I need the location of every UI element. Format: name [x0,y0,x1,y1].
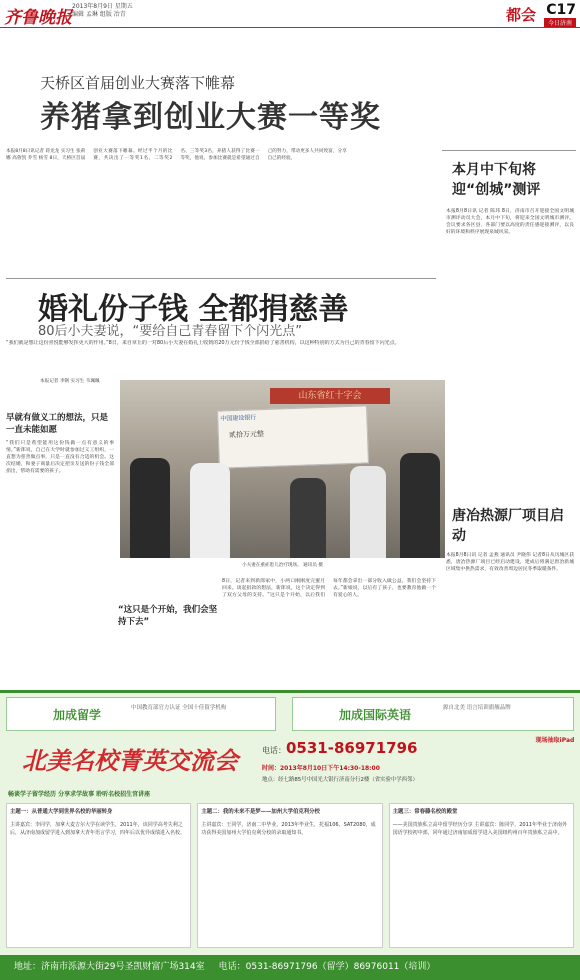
date-text: 2013年8月9日 星期五 [72,3,133,10]
article2-title: 婚礼份子钱 全都捐慈善 [38,292,349,327]
ad-right-box [292,697,574,731]
article1-title: 养猪拿到创业大赛一等奖 [40,100,381,135]
divider [6,278,436,279]
article2-byline: 本报记者 李钢 实习生 韦珮珮 [40,379,100,384]
topic-item [389,803,574,948]
topic-text: 主讲嘉宾：王同学，济南二中毕业，2013年毕业生，托福106、SAT2080，成功获得美国加州大学伯克利分校的录取通知书。 [201,822,376,836]
topic-text: 主讲嘉宾：李同学，加拿大麦吉尔大学在读学生，2011年，该同学高考失利之后，从济南加成留学进入到加拿大青年语言学习，四年后以优异成绩进入名校。 [10,822,186,836]
ad-right-title: 加成国际英语 [339,708,412,722]
newspaper-logo: 齐鲁晚报 [4,8,72,28]
person [190,463,230,558]
ad-banner: 北美名校菁英交流会 [22,747,238,775]
subhead-2: “这只是个开始，我们会坚持下去” [118,605,218,627]
event-place: 地点：经七路85号中国光大银行济南分行2楼（省实验中学西邻） [262,777,418,783]
person [400,453,440,558]
article2-lead: “我们就是想让这份喜悦能够发挥更大的作用。”8日，来自章丘的一对80后小夫妻在婚礼上收到的20万元份子钱全部捐给了慈善机构，以这种特别的方式为自己的青春留下闪光点。 [6,340,400,346]
ad-left-sub: 中国教育部官方认证 全国十佳留学机构 [131,705,227,711]
topic-item [197,803,382,948]
ipad-gift: 现场抽取iPad [535,737,575,744]
ad-left-title: 加成留学 [53,708,102,722]
article3-title: 本月中下旬将迎“创城”测评 [452,162,541,198]
subhead-1: 早就有做义工的想法，只是一直未能如愿 [6,413,109,435]
divider [442,150,576,151]
banner-sign: 山东省红十字会 [270,388,390,404]
ad-left-box [6,697,276,731]
section-tag: 今日济南 [544,18,576,27]
hotline-number: 0531-86971796 [286,739,418,757]
topic-heading: 主题三：常春藤名校的殿堂 [392,809,458,815]
event-time: 时间：2013年8月10日下午14:30-18:00 [262,765,380,772]
article4-title: 唐冶热源厂项目启动 [452,508,564,544]
article4-body: 本报8月8日讯 记者 孟燕 通讯员 尹晓伟 记者8日从历城区获悉，唐冶热源厂项目已经启动建设，建成后将满足唐冶新城区域集中供热需求，有效改善周边居民冬季取暖条件。 [446,553,574,572]
article2-cols: 8日，记者来到新郎家中，小两口刚刚度完蜜月回来。谈起捐款的想法，新郎说，这个决定得到了双方父母的支持。“这只是个开始，以后我们每年都会拿出一部分收入做公益，我们会坚持下去。”新娘说，以后有了孩子，也要教育他做一个有爱心的人。 [222,579,436,598]
article2-col1: “我们只是希望能用这份钱做一点有意义的事情。”新郎说，自己在大学时就参加过义工组织，一直想为慈善做点事，只是一直没有合适的机会。这次结婚，和妻子商量后决定把亲友送的份子钱全部捐出，帮助有需要的孩子。 [6,441,114,474]
section-name: 都会 [505,6,536,24]
issue-date [72,3,133,19]
ad-right-sub: 源自北美 语言培训旗舰品牌 [443,705,511,711]
footer-phone: 电话：0531-86971796（留学）86976011（培训） [218,962,436,972]
donation-check [217,405,369,468]
article1-body: 本报8月8日讯记者 蒋龙龙 实习生 张莉娜 高鲁凯 乔雪 杨雪 8日，天桥区首届创业大赛落下帷幕。经过半个月的比赛，共决出了一等奖1名、二等奖2名、三等奖3名，养猪人获得了比赛一等奖，他说，参加比赛就是希望通过自己的努力，带动更多人共同致富，分享自己的经验。 [6,149,347,161]
advertisement [0,690,580,980]
topic-heading: 主题一：从普通大学到世界名校的华丽转身 [10,809,113,815]
topic-item [6,803,191,948]
wedding-donation-photo [120,380,445,558]
ad-slogan: 畅谈学子留学经历 分享求学故事 聆听名校招生官讲座 [8,791,151,798]
check-amount: 贰拾万元整 [228,430,265,440]
photo-caption: 小夫妻在重症患儿治疗现场。 通讯员 摄 [241,563,324,568]
article1-kicker: 天桥区首届创业大赛落下帷幕 [40,74,236,92]
footer-address: 地址：济南市泺源大街29号圣凯财富广场314室 [14,962,205,972]
topic-list [6,803,574,948]
page-header [0,0,580,28]
ad-footer [0,955,580,980]
editors-text: 编辑 孟琳 组版 冶青 [72,11,126,18]
topic-text: ——美国贵族私立高中留学经历分享 主讲嘉宾：陈同学，2011年毕业于济南外国语学校初中部，同年通过济南加成留学进入美国纽约州百年贵族私立高中。 [392,822,567,836]
article2-subtitle: 80后小夫妻说，“要给自己青春留下个闪光点” [38,324,303,339]
person [130,458,170,558]
ad-hotline [262,739,417,757]
hotline-label: 电话： [262,746,286,755]
person [290,478,326,558]
article3-body: 本报8月8日讯 记者 陈玮 8日，济南市召开迎接全国文明城市测评动员大会，本月中下旬，将迎来全国文明城市测评。会议要求各区县、各部门要以高度的责任感迎接测评，以良好的环境和秩序展现泉城风采。 [446,209,574,235]
topic-heading: 主题二：我的未来不是梦——加州大学伯克利分校 [201,809,320,815]
check-bank: 中国建设银行 [220,414,257,423]
person [350,466,386,558]
page-number: C17 [546,2,576,18]
